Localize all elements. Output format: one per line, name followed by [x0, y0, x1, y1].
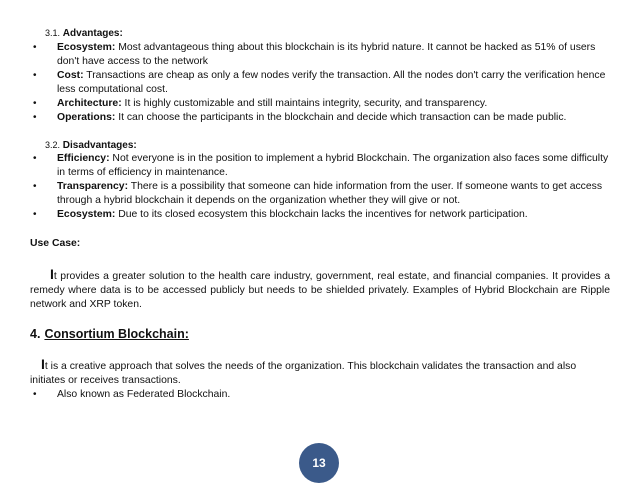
list-item [30, 111, 610, 125]
use-case-paragraph [30, 265, 610, 312]
item-term: Ecosystem: [57, 209, 116, 221]
item-text: Transactions are cheap as only a few nodes verify the transaction. All the nodes don't carry the verification hence less computational cost. [57, 69, 606, 95]
use-case-text: t provides a greater solution to the health care industry, government, real estate, and financial companies. It provides a remedy where data is to be accessed publicly but needs to be shielded privately. Examples of Hybrid Blockchain are Ripple network and XRP token. [30, 270, 610, 310]
advantages-list [30, 41, 610, 125]
item-term: Efficiency: [57, 153, 110, 165]
bullet-icon: • [33, 388, 37, 400]
item-text: Due to its closed ecosystem this blockchain lacks the incentives for network participation. [115, 209, 528, 221]
consortium-list [30, 388, 610, 402]
item-text: Also known as Federated Blockchain. [57, 388, 231, 400]
item-text: It can choose the participants in the blockchain and decide which transaction can be made public. [115, 111, 567, 123]
bullet-icon: • [33, 69, 37, 81]
use-case-heading: Use Case: [30, 237, 81, 249]
advantages-title: Advantages: [62, 28, 123, 39]
consortium-initial: I [41, 355, 45, 372]
advantages-number: 3.1. [45, 28, 61, 38]
bullet-icon: • [33, 181, 37, 193]
item-term: Ecosystem: [57, 41, 116, 53]
bullet-icon: • [33, 209, 37, 221]
bullet-icon: • [33, 153, 37, 165]
item-term: Architecture: [57, 97, 122, 109]
advantages-heading [45, 27, 610, 41]
list-item [30, 97, 610, 111]
list-item [30, 69, 610, 97]
list-item [30, 41, 610, 69]
item-text: Not everyone is in the position to implement a hybrid Blockchain. The organization also faces some difficulty in terms of efficiency in maintenance. [57, 153, 609, 179]
item-text: Most advantageous thing about this blockchain is its hybrid nature. It cannot be hacked as 51% of users don't have access to the network [57, 41, 596, 67]
list-item [30, 152, 610, 180]
item-text: There is a possibility that someone can hide information from the user. If someone wants to get access through a hybrid blockchain it depends on the organization whether they will give or not. [57, 181, 603, 207]
item-term: Cost: [57, 69, 84, 81]
item-term: Operations: [57, 111, 116, 123]
consortium-heading [30, 326, 610, 343]
page-number-badge: 13 [299, 443, 339, 483]
use-case-initial: I [50, 265, 54, 282]
bullet-icon: • [33, 41, 37, 53]
page-content [30, 27, 610, 402]
bullet-icon: • [33, 111, 37, 123]
item-term: Transparency: [57, 181, 129, 193]
consortium-text: t is a creative approach that solves the needs of the organization. This blockchain validates the transaction and also initiates or receives transactions. [30, 360, 577, 386]
item-text: It is highly customizable and still maintains integrity, security, and transparency. [121, 97, 488, 109]
consortium-number: 4. [30, 326, 41, 341]
list-item [30, 388, 610, 402]
disadvantages-number: 3.2. [45, 139, 61, 150]
bullet-icon: • [33, 97, 37, 109]
list-item [30, 208, 610, 222]
disadvantages-heading [45, 139, 610, 153]
consortium-title: Consortium Blockchain: [44, 326, 189, 341]
disadvantages-list [30, 152, 610, 222]
consortium-paragraph [30, 355, 610, 388]
list-item [30, 180, 610, 208]
disadvantages-title: Disadvantages: [62, 139, 137, 151]
